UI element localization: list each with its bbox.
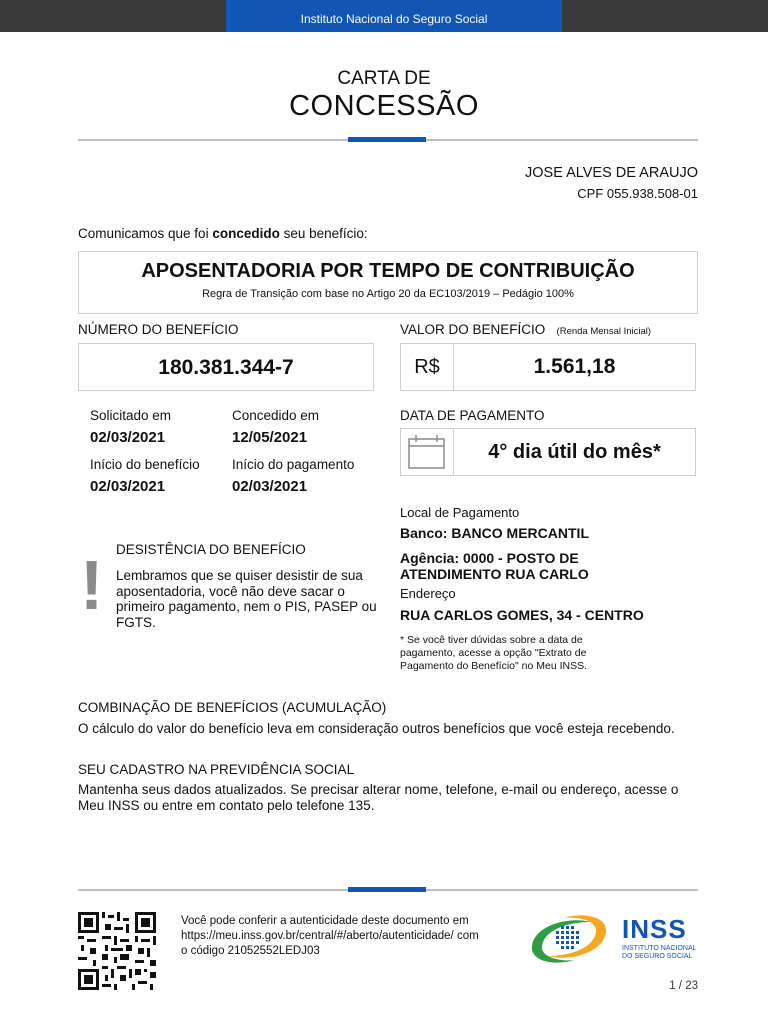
payment-agency-line1: Agência: 0000 - POSTO DE: [400, 550, 579, 566]
benefit-number: 180.381.344-7: [78, 343, 374, 391]
inss-logo: INSS INSTITUTO NACIONAL DO SEGURO SOCIAL: [622, 914, 697, 960]
benefit-type-box: [78, 251, 698, 314]
payment-note: * Se você tiver dúvidas sobre a data de pagamento, acesse a opção "Extrato de Pagamento do Benefício" no Meu INSS.: [400, 634, 588, 672]
calendar-icon: [401, 429, 454, 475]
page-number: 1 / 23: [669, 980, 698, 992]
currency-symbol: R$: [401, 344, 454, 390]
recipient-cpf: CPF 055.938.508-01: [577, 186, 698, 201]
registration-title: SEU CADASTRO NA PREVIDÊNCIA SOCIAL: [78, 762, 355, 777]
payment-location-label: Local de Pagamento: [400, 505, 520, 520]
divider-accent: [348, 137, 426, 142]
payment-agency-line2: ATENDIMENTO RUA CARLO: [400, 566, 589, 582]
benefit-rule: Regra de Transição com base no Artigo 20 da EC103/2019 – Pedágio 100%: [202, 288, 574, 300]
address-label: Endereço: [400, 586, 456, 601]
intro-text: Comunicamos que foi concedido seu benefício:: [78, 226, 368, 241]
agency-banner: Instituto Nacional do Seguro Social: [226, 0, 562, 32]
withdrawal-title: DESISTÊNCIA DO BENEFÍCIO: [116, 542, 306, 557]
requested-date: 02/03/2021: [90, 429, 166, 446]
payment-bank: Banco: BANCO MERCANTIL: [400, 525, 589, 541]
benefit-type: APOSENTADORIA POR TEMPO DE CONTRIBUIÇÃO: [141, 260, 635, 282]
registration-text: Mantenha seus dados atualizados. Se precisar alterar nome, telefone, e-mail ou endereço, acesse o Meu INSS ou entre em contato pelo telefone 135.: [78, 782, 679, 813]
benefit-amount: 1.561,18: [533, 355, 616, 378]
payment-address: RUA CARLOS GOMES, 34 - CENTRO: [400, 607, 644, 623]
payment-date-box: [400, 428, 696, 476]
benefit-start-label: Início do benefício: [90, 457, 200, 472]
accumulation-title: COMBINAÇÃO DE BENEFÍCIOS (ACUMULAÇÃO): [78, 700, 387, 715]
recipient-name: JOSE ALVES DE ARAUJO: [525, 165, 698, 181]
benefit-start-date: 02/03/2021: [90, 478, 166, 495]
granted-date: 12/05/2021: [232, 429, 308, 446]
benefit-amount-box: [400, 343, 696, 391]
benefit-amount-label: VALOR DO BENEFÍCIO (Renda Mensal Inicial): [400, 322, 652, 337]
payment-start-label: Início do pagamento: [232, 457, 355, 472]
benefit-number-label: NÚMERO DO BENEFÍCIO: [78, 322, 239, 337]
payment-date-value: 4° dia útil do mês*: [488, 441, 661, 463]
doc-title-line2: CONCESSÃO: [289, 90, 479, 122]
accumulation-text: O cálculo do valor do benefício leva em consideração outros benefícios que você esteja recebendo.: [78, 721, 675, 736]
withdrawal-text: Lembramos que se quiser desistir de sua aposentadoria, você não deve sacar o primeiro pagamento, nem o PIS, PASEP ou FGTS.: [116, 568, 377, 630]
payment-start-date: 02/03/2021: [232, 478, 308, 495]
payment-date-label: DATA DE PAGAMENTO: [400, 408, 545, 423]
qr-code: [78, 912, 156, 990]
footer-divider-accent: [348, 887, 426, 892]
warning-icon: !: [80, 546, 104, 624]
requested-label: Solicitado em: [90, 408, 172, 423]
inss-logo-icon: [528, 912, 610, 966]
authenticity-note: Você pode conferir a autenticidade deste documento em https://meu.inss.gov.br/central/#/aberto/autenticidade/ com o código 21052552LEDJ03: [181, 915, 479, 957]
granted-label: Concedido em: [232, 408, 320, 423]
doc-title-line1: CARTA DE: [337, 68, 431, 89]
